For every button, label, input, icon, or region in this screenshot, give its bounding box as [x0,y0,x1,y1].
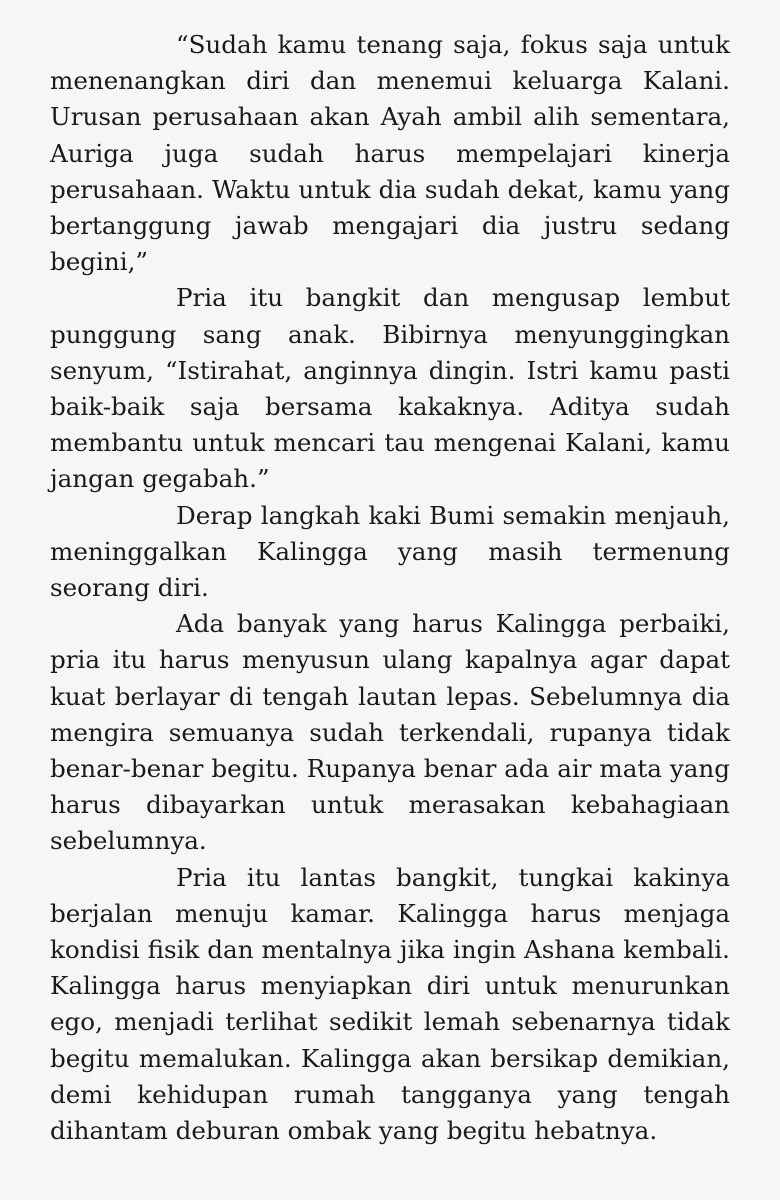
chapter-text[interactable] [50,27,730,1149]
paragraph-4: Ada banyak yang harus Kalingga perbaiki, pria itu harus menyusun ulang kapalnya agar dapat kuat berlayar di tengah lautan lepas. Sebelumnya dia mengira semuanya sudah terkendali, rupanya tidak benar-benar begitu. Rupanya benar ada air mata yang harus dibayarkan untuk merasakan kebahagiaan sebelumnya. [50,609,730,856]
paragraph-3: Derap langkah kaki Bumi semakin menjauh, meninggalkan Kalingga yang masih termenung seorang diri. [50,500,730,603]
paragraph-5: Pria itu lantas bangkit, tungkai kakinya berjalan menuju kamar. Kalingga harus menjaga kondisi fisik dan mentalnya jika ingin Ashana kembali. Kalingga harus menyiapkan diri untuk menurunkan ego, menjadi terlihat sedikit lemah sebenarnya tidak begitu memalukan. Kalingga akan bersikap demikian, demi kehidupan rumah tangganya yang tengah dihantam deburan ombak yang begitu hebatnya. [50,862,730,1146]
paragraph-2: Pria itu bangkit dan mengusap lembut punggung sang anak. Bibirnya menyunggingkan senyum, “Istirahat, anginnya dingin. Istri kamu pasti baik-baik saja bersama kakaknya. Aditya sudah membantu untuk mencari tau mengenai Kalani, kamu jangan gegabah.” [50,283,730,494]
paragraph-1: “Sudah kamu tenang saja, fokus saja untuk menenangkan diri dan menemui keluarga Kalani. Urusan perusahaan akan Ayah ambil alih sementara, Auriga juga sudah harus mempelajari kinerja perusahaan. Waktu untuk dia sudah dekat, kamu yang bertanggung jawab mengajari dia justru sedang begini,” [50,30,730,277]
